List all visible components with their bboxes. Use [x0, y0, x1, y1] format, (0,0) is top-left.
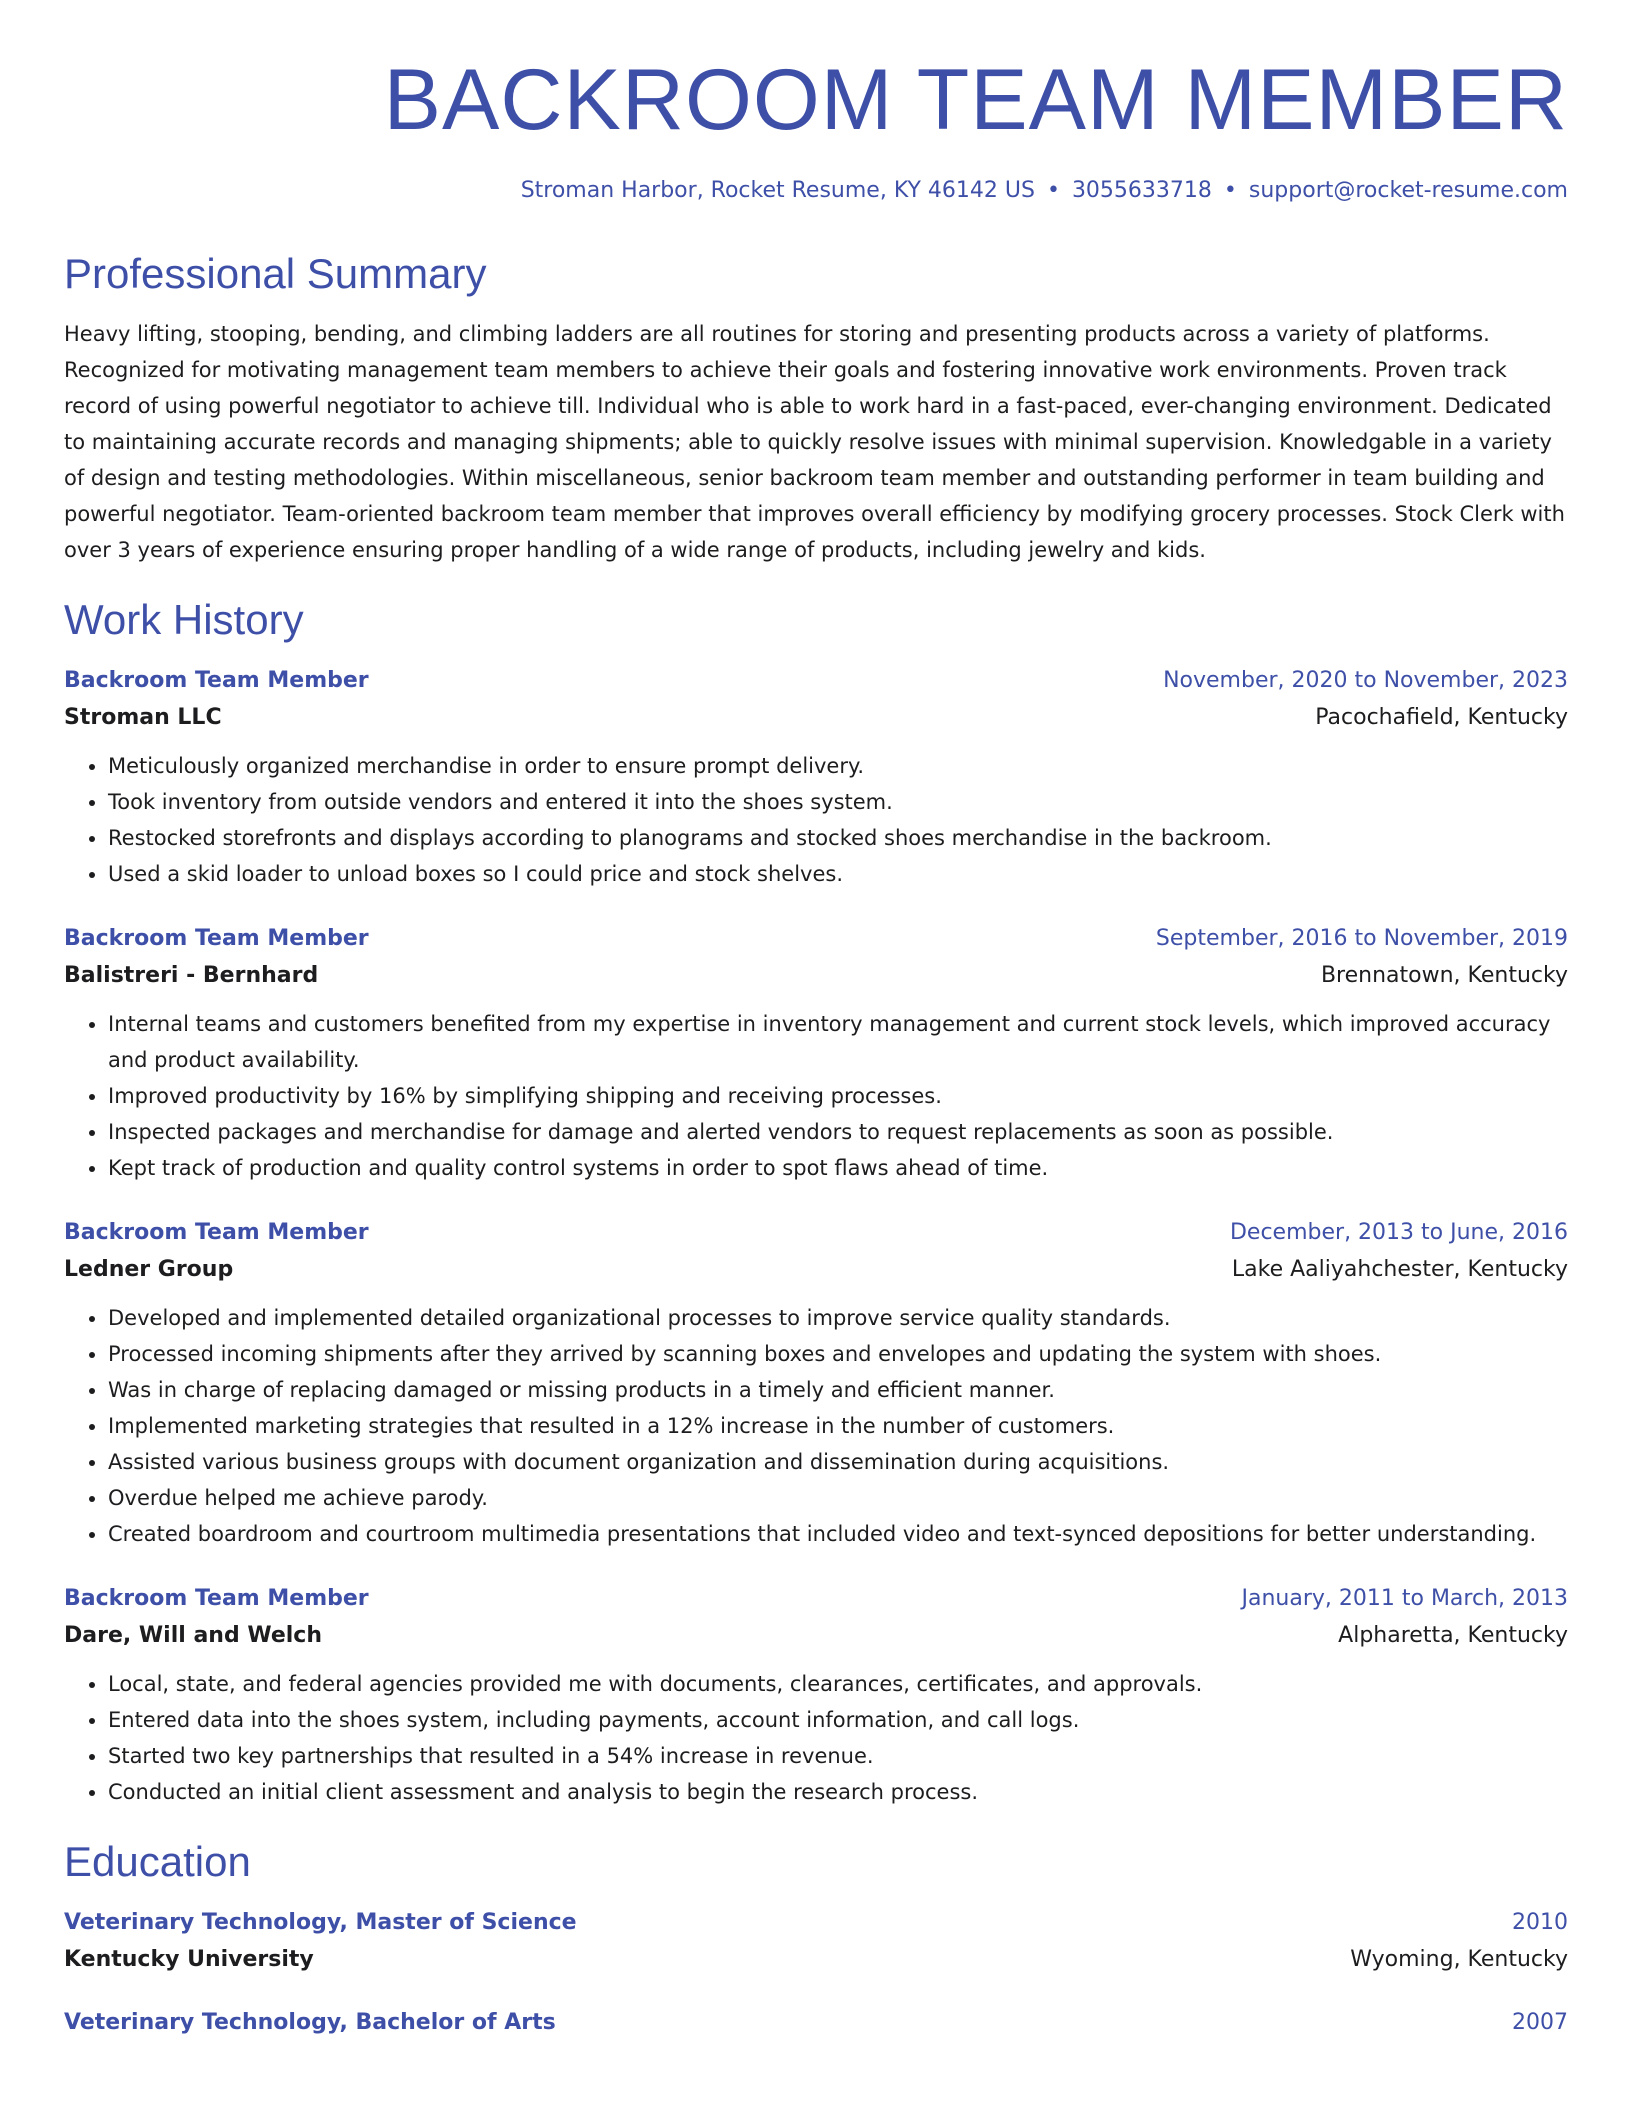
job-bullet: • Overdue helped me achieve parody.: [108, 1480, 1568, 1516]
job-bullet: • Kept track of production and quality control systems in order to spot flaws ahead of time.: [108, 1150, 1568, 1186]
job-bullet: • Local, state, and federal agencies provided me with documents, clearances, certificates, and approvals.: [108, 1666, 1568, 1702]
job-dates: November, 2020 to November, 2023: [1163, 668, 1568, 693]
job-bullet: • Inspected packages and merchandise for damage and alerted vendors to request replacements as soon as possible.: [108, 1114, 1568, 1150]
job-bullet: • Implemented marketing strategies that resulted in a 12% increase in the number of customers.: [108, 1408, 1568, 1444]
education-entry: [64, 2006, 1568, 2040]
job-bullet: • Processed incoming shipments after they arrived by scanning boxes and envelopes and updating the system with shoes.: [108, 1336, 1568, 1372]
education-degree: Veterinary Technology, Bachelor of Arts: [64, 2010, 556, 2035]
job-bullet: • Meticulously organized merchandise in order to ensure prompt delivery.: [108, 748, 1568, 784]
job-bullet: • Developed and implemented detailed organizational processes to improve service quality standards.: [108, 1300, 1568, 1336]
job-dates: January, 2011 to March, 2013: [1241, 1586, 1568, 1611]
job-title: Backroom Team Member: [64, 1586, 369, 1611]
section-title-work-history: Work History: [64, 596, 304, 643]
summary-text: Heavy lifting, stooping, bending, and climbing ladders are all routines for storing and presenting products across a variety of platforms. Recognized for motivating management team members to achieve their goals and fostering innovative work environments. Proven track record of using powerful negotiator to achieve till. Individual who is able to work hard in a fast-paced, ever-changing environment. Dedicated to maintaining accurate records and managing shipments; able to quickly resolve issues with minimal supervision. Knowledgable in a variety of design and testing methodologies. Within miscellaneous, senior backroom team member and outstanding performer in team building and powerful negotiator. Team-oriented backroom team member that improves overall efficiency by modifying grocery processes. Stock Clerk with over 3 years of experience ensuring proper handling of a wide range of products, including jewelry and kids.: [64, 322, 1565, 562]
job-location: Pacochafield, Kentucky: [1315, 705, 1568, 730]
job-company: Ledner Group: [64, 1257, 234, 1282]
job-bullet: • Internal teams and customers benefited from my expertise in inventory management and current stock levels, which improved accuracy and product availability.: [108, 1006, 1568, 1078]
job-title: Backroom Team Member: [64, 926, 369, 951]
education-entry: [64, 1906, 1568, 1980]
job-bullet: • Assisted various business groups with document organization and dissemination during acquisitions.: [108, 1444, 1568, 1480]
job-dates: December, 2013 to June, 2016: [1229, 1220, 1568, 1245]
job-bullet: • Improved productivity by 16% by simplifying shipping and receiving processes.: [108, 1078, 1568, 1114]
job-dates: September, 2016 to November, 2019: [1155, 926, 1568, 951]
job-bullet: • Used a skid loader to unload boxes so I could price and stock shelves.: [108, 856, 1568, 892]
resume-header: [64, 50, 1568, 206]
job-title: Backroom Team Member: [64, 668, 369, 693]
education-year: 2010: [1512, 1910, 1568, 1935]
job-bullet: • Entered data into the shoes system, including payments, account information, and call logs.: [108, 1702, 1568, 1738]
job-bullet: • Created boardroom and courtroom multimedia presentations that included video and text-synced depositions for better understanding.: [108, 1516, 1568, 1552]
education-degree: Veterinary Technology, Master of Science: [64, 1910, 577, 1935]
job-bullet: • Took inventory from outside vendors and entered it into the shoes system.: [108, 784, 1568, 820]
section-title-education: Education: [64, 1838, 251, 1885]
job-bullets: [64, 1300, 1568, 1552]
job-entry: [64, 1582, 1568, 1810]
contact-separator: •: [1046, 178, 1060, 203]
job-bullet: • Restocked storefronts and displays according to planograms and stocked shoes merchandise in the backroom.: [108, 820, 1568, 856]
job-company: Balistreri - Bernhard: [64, 963, 319, 988]
job-bullets: [64, 1666, 1568, 1810]
contact-phone[interactable]: 3055633718: [1071, 178, 1212, 203]
education-year: 2007: [1512, 2010, 1568, 2035]
education-school: Kentucky University: [64, 1947, 314, 1972]
job-bullets: [64, 748, 1568, 892]
job-bullet: • Started two key partnerships that resulted in a 54% increase in revenue.: [108, 1738, 1568, 1774]
job-location: Lake Aaliyahchester, Kentucky: [1231, 1257, 1568, 1282]
job-bullet: • Was in charge of replacing damaged or missing products in a timely and efficient manner.: [108, 1372, 1568, 1408]
job-location: Alpharetta, Kentucky: [1338, 1623, 1568, 1648]
job-bullets: [64, 1006, 1568, 1186]
job-company: Dare, Will and Welch: [64, 1623, 323, 1648]
job-entry: [64, 1216, 1568, 1552]
job-company: Stroman LLC: [64, 705, 222, 730]
job-bullet: • Conducted an initial client assessment and analysis to begin the research process.: [108, 1774, 1568, 1810]
job-entry: [64, 922, 1568, 1186]
contact-address: Stroman Harbor, Rocket Resume, KY 46142 US: [520, 178, 1035, 203]
section-title-summary: Professional Summary: [64, 250, 487, 297]
job-location: Brennatown, Kentucky: [1320, 963, 1568, 988]
contact-line: [64, 176, 1568, 206]
contact-separator: •: [1223, 178, 1237, 203]
candidate-name: BACKROOM TEAM MEMBER: [383, 52, 1568, 148]
contact-email[interactable]: support@rocket-resume.com: [1248, 178, 1568, 203]
job-title: Backroom Team Member: [64, 1220, 369, 1245]
job-entry: [64, 664, 1568, 892]
education-location: Wyoming, Kentucky: [1350, 1947, 1568, 1972]
